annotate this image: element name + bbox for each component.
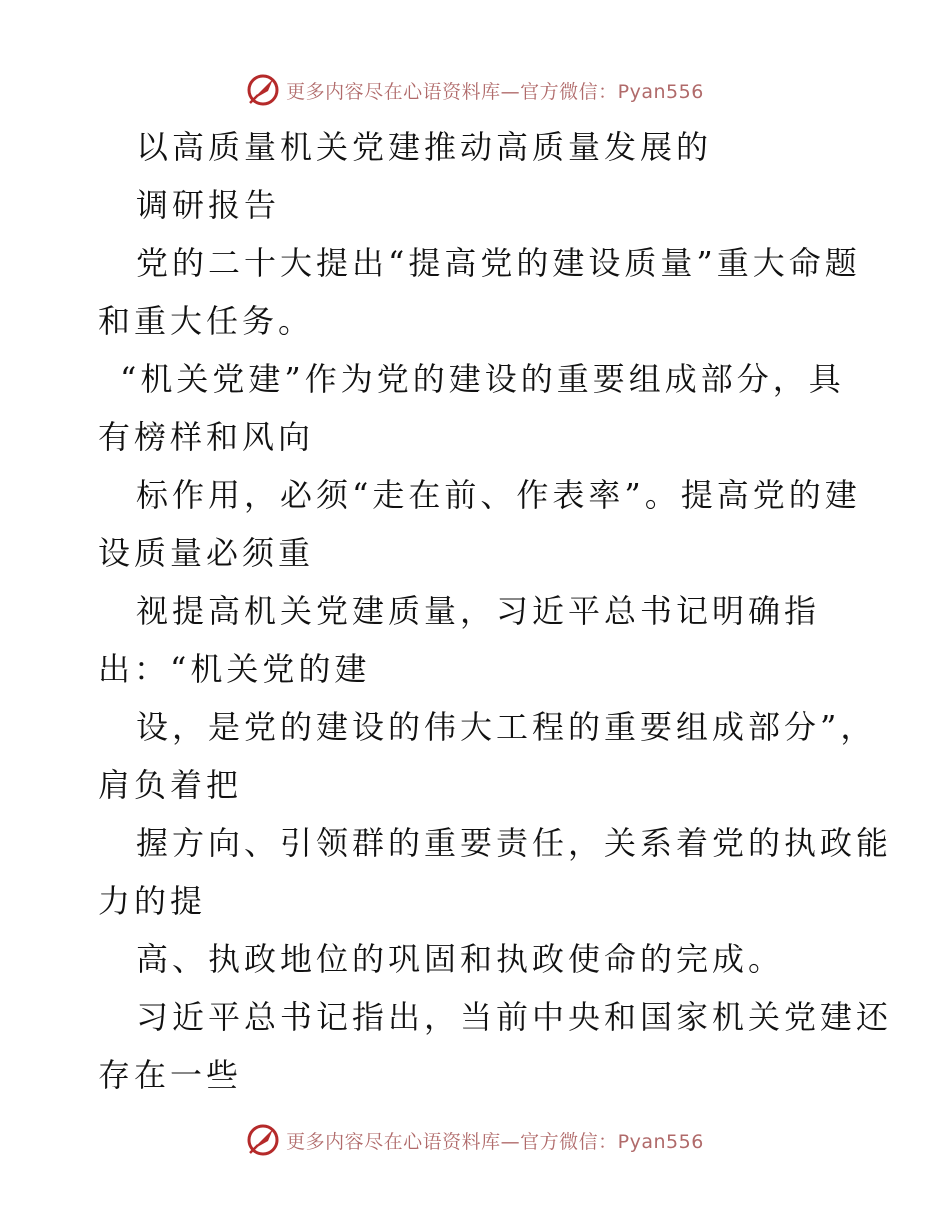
quill-logo-icon: [246, 1123, 280, 1157]
paragraph-line: 力的提: [98, 882, 207, 920]
paragraph-line: 存在一些: [98, 1056, 243, 1094]
paragraph-line: 设质量必须重: [98, 534, 315, 572]
paragraph-line: 出：“机关党的建: [98, 650, 371, 688]
paragraph-line: 视提高机关党建质量，习近平总书记明确指: [136, 592, 821, 630]
watermark-text: 更多内容尽在心语资料库—官方微信：Pyan556: [286, 1130, 704, 1153]
title-line-2: 调研报告: [136, 186, 281, 224]
paragraph-line: 和重大任务。: [98, 302, 315, 340]
paragraph-line: 握方向、引领群的重要责任，关系着党的执政能: [136, 824, 893, 862]
watermark-text: 更多内容尽在心语资料库—官方微信：Pyan556: [286, 80, 704, 103]
paragraph-line: 有榜样和风向: [98, 418, 315, 456]
quill-logo-icon: [246, 73, 280, 107]
paragraph-line: 习近平总书记指出，当前中央和国家机关党建还: [136, 998, 893, 1036]
paragraph-line: 标作用，必须“走在前、作表率”。提高党的建: [136, 476, 861, 514]
title-line-1: 以高质量机关党建推动高质量发展的: [136, 128, 713, 166]
paragraph-line: 高、执政地位的巩固和执政使命的完成。: [136, 940, 785, 978]
paragraph-line: “机关党建”作为党的建设的重要组成部分，具: [120, 360, 845, 398]
footer-watermark: [0, 1120, 950, 1160]
header-watermark: [0, 70, 950, 110]
paragraph-line: 设，是党的建设的伟大工程的重要组成部分”，: [136, 708, 877, 746]
paragraph-line: 党的二十大提出“提高党的建设质量”重大命题: [136, 244, 861, 282]
paragraph-line: 肩负着把: [98, 766, 243, 804]
